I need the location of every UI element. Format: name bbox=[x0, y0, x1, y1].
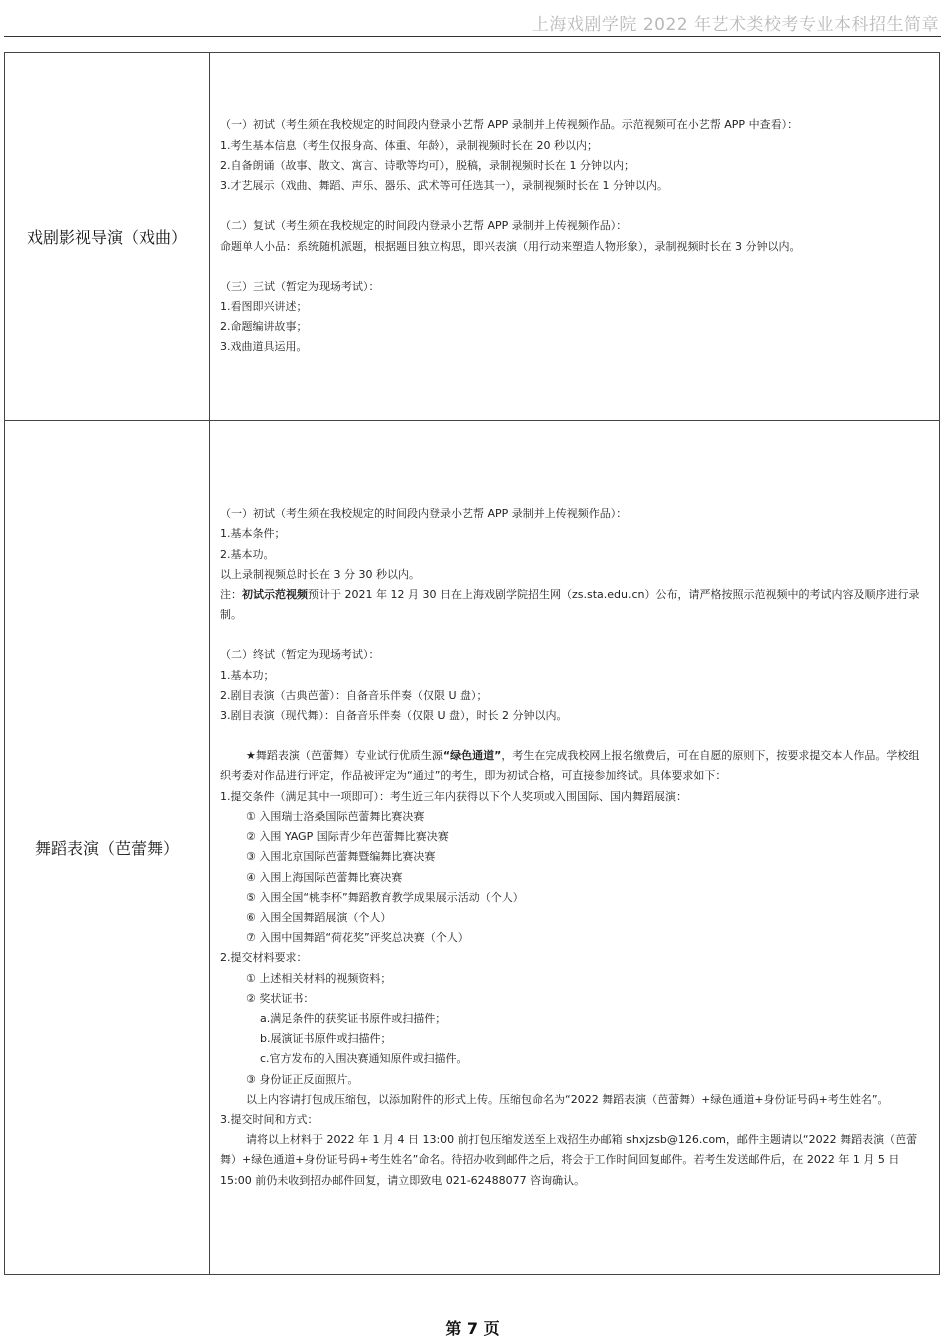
text-line: （二）终试（暂定为现场考试）： bbox=[220, 648, 380, 662]
green-channel-text: ，考生在完成我校网上报名缴费后，可在自愿的原则下，按要求提交本人作品。学校组织考委对作品进行评定，作品被评定为“通过”的考生，即为初试合格，可直接参加终试。具体要求如下： bbox=[220, 749, 920, 783]
major-name-cell: 戏剧影视导演（戏曲） bbox=[5, 53, 210, 421]
list-item: ② 奖状证书： bbox=[246, 991, 315, 1005]
list-item: ④ 入围上海国际芭蕾舞比赛决赛 bbox=[246, 870, 403, 884]
text-line: （三）三试（暂定为现场考试）： bbox=[220, 279, 380, 293]
list-item: ⑥ 入围全国舞蹈展演（个人） bbox=[246, 910, 392, 924]
document-header-title: 上海戏剧学院 2022 年艺术类校考专业本科招生简章 bbox=[531, 15, 939, 35]
text-line: 1.考生基本信息（考生仅报身高、体重、年龄），录制视频时长在 20 秒以内； bbox=[220, 138, 598, 152]
text-line: 3.剧目表演（现代舞）：自备音乐伴奏（仅限 U 盘），时长 2 分钟以内。 bbox=[220, 709, 568, 723]
list-item: ② 入围 YAGP 国际青少年芭蕾舞比赛决赛 bbox=[246, 830, 449, 844]
text-line: 3.提交时间和方式： bbox=[220, 1112, 319, 1126]
green-channel-paragraph bbox=[220, 746, 929, 786]
header-divider bbox=[4, 36, 941, 37]
requirements-text bbox=[210, 115, 939, 357]
list-item: ③ 入围北京国际芭蕾舞暨编舞比赛决赛 bbox=[246, 850, 436, 864]
text-line: 以上内容请打包成压缩包，以添加附件的形式上传。压缩包命名为“2022 舞蹈表演（芭蕾舞）+绿色通道+身份证号码+考生姓名”。 bbox=[246, 1092, 889, 1106]
note-prefix: 注： bbox=[220, 588, 242, 602]
text-line: 1.基本条件； bbox=[220, 527, 286, 541]
green-channel-intro: ★舞蹈表演（芭蕾舞）专业试行优质生源 bbox=[246, 749, 443, 763]
text-line: （二）复试（考生须在我校规定的时间段内登录小艺帮 APP 录制并上传视频作品）： bbox=[220, 219, 628, 233]
list-item: ⑤ 入围全国“桃李杯”舞蹈教育教学成果展示活动（个人） bbox=[246, 890, 524, 904]
list-subitem: a.满足条件的获奖证书原件或扫描件； bbox=[260, 1011, 447, 1025]
text-line: 请将以上材料于 2022 年 1 月 4 日 13:00 前打包压缩发送至上戏招生办邮箱 shxjzsb@126.com，邮件主题请以“2022 舞蹈表演（芭蕾舞）+绿色通道+身份证号码+考生姓名”命名。待招办收到邮件之后，将会于工作时间回复邮件。若考生发送邮件后，在 2022 年 1 月 5 日 15:00 前仍未收到招办邮件回复，请立即致电 021-62488077 咨询确认。 bbox=[220, 1133, 918, 1187]
text-line: 1.基本功； bbox=[220, 668, 275, 682]
text-line: 3.戏曲道具运用。 bbox=[220, 340, 308, 354]
text-line: 3.才艺展示（戏曲、舞蹈、声乐、器乐、武术等可任选其一），录制视频时长在 1 分钟以内。 bbox=[220, 179, 668, 193]
text-line: 2.剧目表演（古典芭蕾）：自备音乐伴奏（仅限 U 盘）； bbox=[220, 688, 488, 702]
text-line: 2.自备朗诵（故事、散文、寓言、诗歌等均可），脱稿，录制视频时长在 1 分钟以内； bbox=[220, 158, 635, 172]
text-line: 以上录制视频总时长在 3 分 30 秒以内。 bbox=[220, 567, 420, 581]
table-row bbox=[5, 421, 940, 1275]
list-subitem: b.展演证书原件或扫描件； bbox=[260, 1032, 392, 1046]
list-item: ⑦ 入围中国舞蹈“荷花奖”评奖总决赛（个人） bbox=[246, 931, 469, 945]
text-line: 命题单人小品：系统随机派题，根据题目独立构思，即兴表演（用行动来塑造人物形象），录制视频时长在 3 分钟以内。 bbox=[220, 239, 801, 253]
text-line: 1.提交条件（满足其中一项即可）：考生近三年内获得以下个人奖项或入围国际、国内舞蹈展演： bbox=[220, 789, 687, 803]
requirements-cell bbox=[210, 53, 940, 421]
note-line bbox=[220, 585, 929, 625]
text-line: 2.提交材料要求： bbox=[220, 951, 308, 965]
exam-requirements-table bbox=[4, 52, 940, 1275]
demo-video-label: 初试示范视频 bbox=[242, 588, 308, 602]
text-line: 2.命题编讲故事； bbox=[220, 320, 308, 334]
list-item: ③ 身份证正反面照片。 bbox=[246, 1072, 359, 1086]
table-row bbox=[5, 53, 940, 421]
page-number: 第 7 页 bbox=[445, 1319, 500, 1338]
text-line: （一）初试（考生须在我校规定的时间段内登录小艺帮 APP 录制并上传视频作品。示范视频可在小艺帮 APP 中查看）： bbox=[220, 118, 799, 132]
major-name-cell: 舞蹈表演（芭蕾舞） bbox=[5, 421, 210, 1275]
list-item: ① 上述相关材料的视频资料； bbox=[246, 971, 392, 985]
note-text: 预计于 2021 年 12 月 30 日在上海戏剧学院招生网（zs.sta.edu.cn）公布，请严格按照示范视频中的考试内容及顺序进行录制。 bbox=[220, 588, 920, 622]
text-line: 2.基本功。 bbox=[220, 547, 275, 561]
list-item: ① 入围瑞士洛桑国际芭蕾舞比赛决赛 bbox=[246, 809, 425, 823]
requirements-cell bbox=[210, 421, 940, 1275]
list-subitem: c.官方发布的入围决赛通知原件或扫描件。 bbox=[260, 1052, 468, 1066]
green-channel-label: “绿色通道” bbox=[442, 749, 502, 763]
text-line: 1.看图即兴讲述； bbox=[220, 299, 308, 313]
requirements-text bbox=[210, 504, 939, 1191]
text-line: （一）初试（考生须在我校规定的时间段内登录小艺帮 APP 录制并上传视频作品）： bbox=[220, 507, 628, 521]
